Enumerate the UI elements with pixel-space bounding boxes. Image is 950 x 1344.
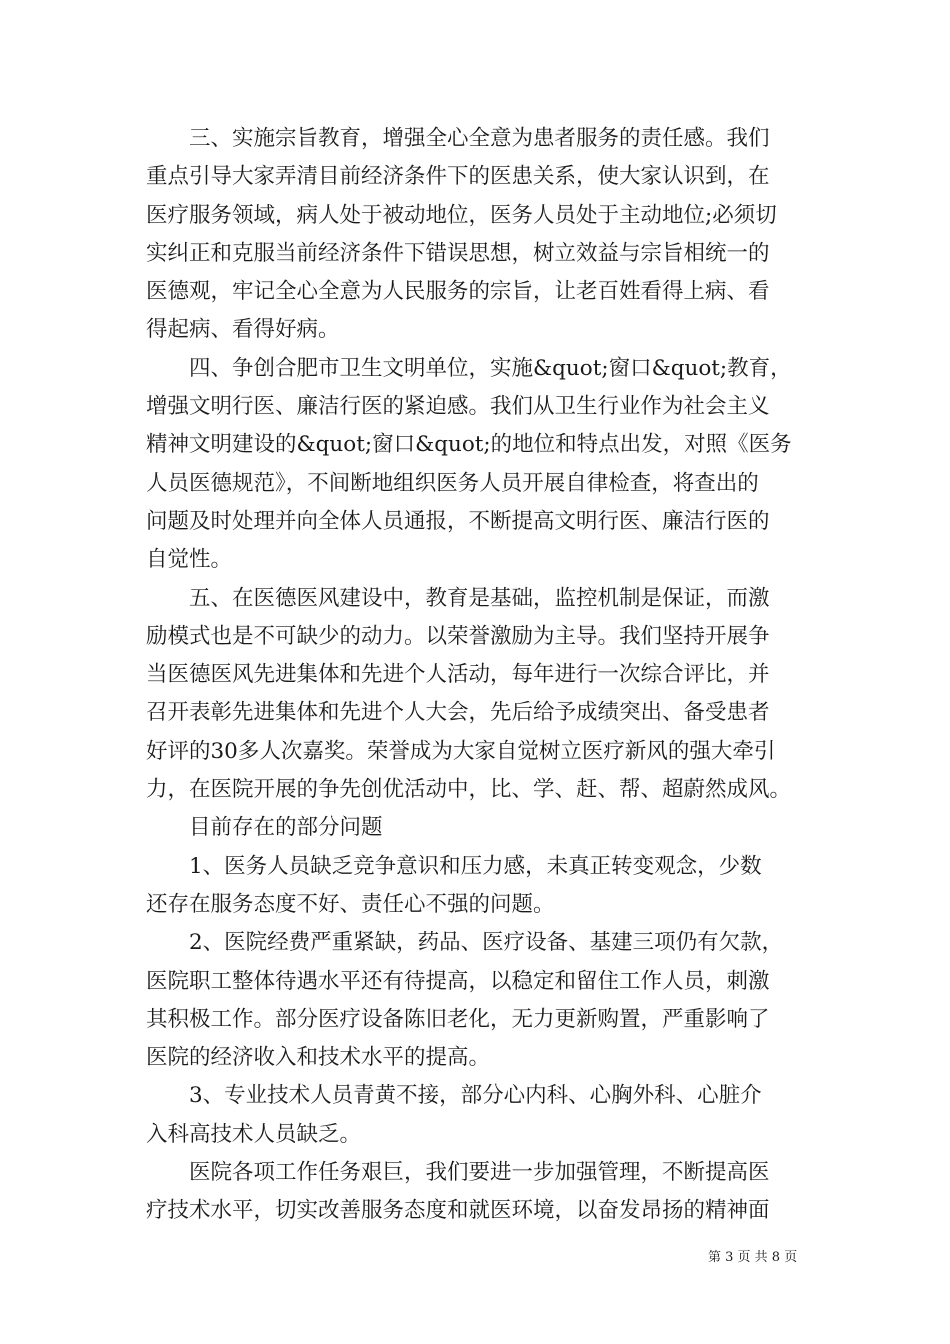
text-line: 医疗服务领域，病人处于被动地位，医务人员处于主动地位;必须切 [146, 202, 777, 228]
text-line: 医院职工整体待遇水平还有待提高，以稳定和留住工作人员，刺激 [146, 968, 770, 994]
text-line: 四、争创合肥市卫生文明单位，实施&quot;窗口&quot;教育， [146, 355, 792, 381]
text-line: 人员医德规范》，不间断地组织医务人员开展自律检查，将查出的 [146, 470, 759, 496]
text-line: 自觉性。 [146, 547, 233, 573]
document-body [146, 120, 814, 1231]
text-line: 还存在服务态度不好、责任心不强的问题。 [146, 891, 555, 917]
text-line: 1、医务人员缺乏竞争意识和压力感，未真正转变观念，少数 [146, 853, 762, 879]
text-line: 得起病、看得好病。 [146, 317, 340, 343]
text-line: 好评的30多人次嘉奖。荣誉成为大家自觉树立医疗新风的强大牵引 [146, 738, 776, 764]
text-line: 医院各项工作任务艰巨，我们要进一步加强管理，不断提高医 [146, 1160, 770, 1186]
text-line: 增强文明行医、廉洁行医的紧迫感。我们从卫生行业作为社会主义 [146, 394, 770, 420]
text-line: 三、实施宗旨教育，增强全心全意为患者服务的责任感。我们 [146, 126, 770, 151]
text-line: 重点引导大家弄清目前经济条件下的医患关系，使大家认识到，在 [146, 164, 770, 190]
text-line: 医院的经济收入和技术水平的提高。 [146, 1045, 491, 1071]
section-heading: 目前存在的部分问题 [146, 815, 383, 841]
text-line: 召开表彰先进集体和先进个人大会，先后给予成绩突出、备受患者 [146, 700, 770, 726]
text-line: 力，在医院开展的争先创优活动中，比、学、赶、帮、超蔚然成风。 [146, 777, 792, 803]
page-number: 第 3 页 共 8 页 [708, 1250, 798, 1265]
text-line: 励模式也是不可缺少的动力。以荣誉激励为主导。我们坚持开展争 [146, 623, 770, 649]
text-line: 医德观，牢记全心全意为人民服务的宗旨，让老百姓看得上病、看 [146, 279, 770, 305]
text-line: 精神文明建设的&quot;窗口&quot;的地位和特点出发，对照《医务 [146, 432, 792, 458]
text-line: 其积极工作。部分医疗设备陈旧老化，无力更新购置，严重影响了 [146, 1006, 770, 1032]
text-line: 入科高技术人员缺乏。 [146, 1121, 362, 1147]
text-line: 当医德医风先进集体和先进个人活动，每年进行一次综合评比，并 [146, 662, 770, 688]
text-line: 五、在医德医风建设中，教育是基础，监控机制是保证，而激 [146, 585, 770, 611]
text-line: 实纠正和克服当前经济条件下错误思想，树立效益与宗旨相统一的 [146, 240, 770, 266]
text-line: 问题及时处理并向全体人员通报，不断提高文明行医、廉洁行医的 [146, 508, 770, 534]
text-line: 疗技术水平，切实改善服务态度和就医环境，以奋发昂扬的精神面 [146, 1198, 770, 1224]
text-line: 3、专业技术人员青黄不接，部分心内科、心胸外科、心脏介 [146, 1083, 762, 1109]
text-line: 2、医院经费严重紧缺，药品、医疗设备、基建三项仍有欠款， [146, 930, 784, 956]
